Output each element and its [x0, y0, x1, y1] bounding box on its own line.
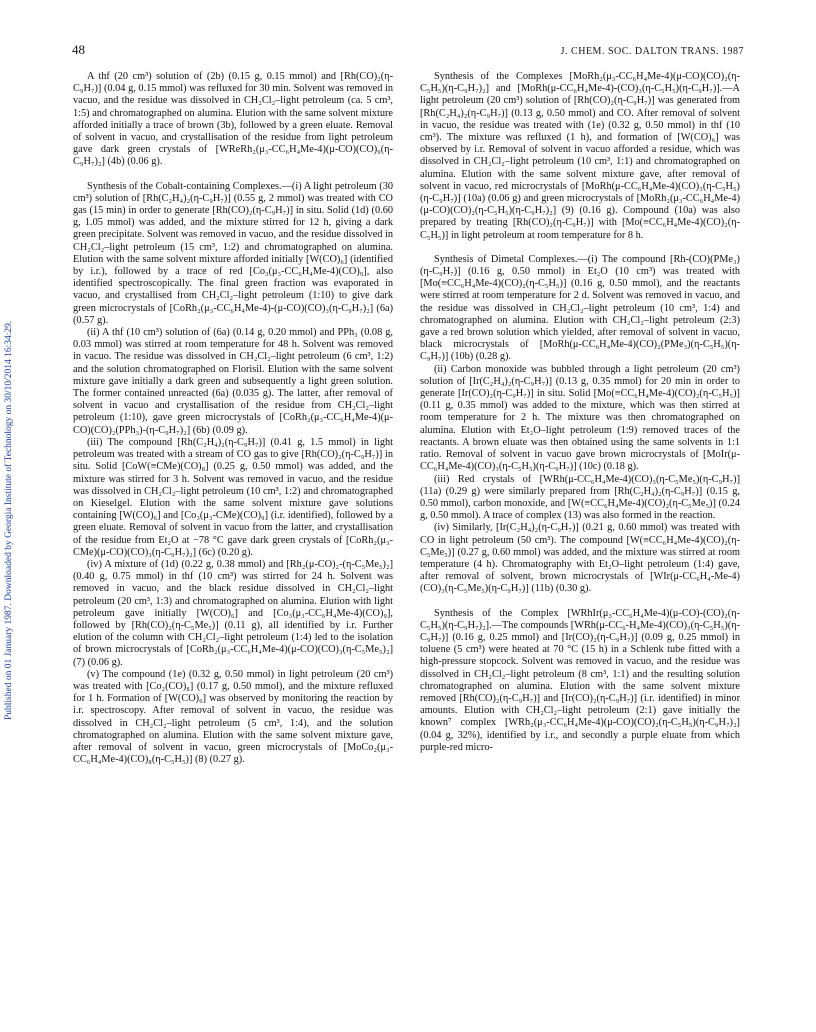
publication-side-note[interactable]: Published on 01 January 1987. Downloaded by Georgia Institute of Technology on 30/10/2014 16:34:29. — [4, 320, 14, 720]
paragraph: (iii) The compound [Rh(C₂H₄)₂(η-C₉H₇)] (0.41 g, 1.5 mmol) in light petroleum was treated with a stream of CO gas to give [Rh(CO)₂(η-C₉H₇)] in situ. Solid [CoW(≡CMe)(CO)₈] (0.25 g, 0.50 mmol) was added, and the mixture was stirred for 3 h. Solvent was removed in vacuo, and the residue was dissolved in CH₂Cl₂–light petroleum (10 cm³, 1:2) and chromatographed on Kieselgel. Elution with the same solvent mixture gave solutions containing [W(CO)₆] and [Co₃(μ₃-CMe)(CO)₉] (i.r. identified), followed by a green eluate. Removal of solvent in vacuo from the latter, and crystallisation of the residue from Et₂O at −78 °C gave dark green crystals of [CoRh₂(μ₃-CMe)(μ-CO)(CO)₃(η-C₉H₇)₂] (6c) (0.20 g). — [73, 436, 393, 558]
paragraph: Synthesis of the Complex [WRhIr(μ₃-CC₆H₄Me-4)(μ-CO)-(CO)₂(η-C₅H₅)(η-C₉H₇)₂].—The compounds [WRh(μ-CC₆-H₄Me-4)(CO)₃(η-C₅H₅)(η-C₉H₇)] (0.16 g, 0.25 mmol) and [Ir(CO)₂(η-C₉H₇)] (0.09 g, 0.25 mmol) in toluene (5 cm³) were heated at 70 °C (15 h) in a Schlenk tube fitted with a high-pressure stopcock. Solvent was removed in vacuo, and the residue was dissolved in CH₂Cl₂–light petroleum (8 cm³, 1:1) and the resulting solution chromatographed on alumina. Elution with the same solvent mixture removed [Rh(CO)₂(η-C₉H₇)] and [Ir(CO)₂(η-C₉H₇)] (i.r. identified) in minor amounts. Elution with CH₂Cl₂–light petroleum (2:1) gave initially the known⁷ complex [WRh₂(μ₃-CC₆H₄Me-4)(μ-CO)(CO)₂(η-C₅H₅)(η-C₉H₇)₂] (0.04 g, 32%), identified by i.r., and secondly a purple eluate from which purple-red micro- — [420, 607, 740, 753]
page-number: 48 — [72, 42, 85, 57]
running-head: J. CHEM. SOC. DALTON TRANS. 1987 — [560, 46, 744, 57]
paragraph: (iii) Red crystals of [WRh(μ-CC₆H₄Me-4)(CO)₃(η-C₅Me₅)(η-C₉H₇)] (11a) (0.29 g) were similarly prepared from [Rh(C₂H₄)₂(η-C₉H₇)] (0.15 g, 0.50 mmol), carbon monoxide, and [W(≡CC₆H₄Me-4)(CO)₂(η-C₅Me₅)] (0.24 g, 0.50 mmol). A trace of complex (13) was also formed in the reaction. — [420, 473, 740, 522]
left-column — [73, 71, 393, 766]
paragraph: (iv) A mixture of (1d) (0.22 g, 0.38 mmol) and [Rh₂(μ-CO)₂-(η-C₅Me₅)₂] (0.40 g, 0.75 mmol) in thf (10 cm³) was stirred for 24 h. Solvent was removed in vacuo, and the black residue dissolved in CH₂Cl₂–light petroleum (20 cm³, 1:3) and chromatographed on alumina. Elution with light petroleum gave initially [W(CO)₆] and [Co₃(μ₃-CC₆H₄Me-4)(CO)₉], followed by [Rh(CO)₂(η-C₅Me₅)] (0.11 g), all identified by i.r. Further elution of the column with CH₂Cl₂–light petroleum (1:4) led to the isolation of brown microcrystals of [CoRh₂(μ₃-CC₆H₄Me-4)(μ-CO)(CO)₃(η-C₅Me₅)₂] (7) (0.06 g). — [73, 558, 393, 668]
paragraph: Synthesis of Dimetal Complexes.—(i) The compound [Rh-(CO)(PMe₃)(η-C₉H₇)] (0.16 g, 0.50 mmol) in Et₂O (10 cm³) was treated with [Mo(≡CC₆H₄Me-4)(CO)₂(η-C₅H₅)] (0.16 g, 0.50 mmol), and the reactants were stirred at room temperature for 2 d. Solvent was removed in vacuo, and the residue was dissolved in CH₂Cl₂–light petroleum (10 cm³, 1:4) and chromatographed on alumina. Elution with CH₂Cl₂–light petroleum (2:3) gave a red brown solution which yielded, after removal of solvent in vacuo, black microcrystals of [MoRh(μ-CC₆H₄Me-4)(CO)₂(PMe₃)(η-C₅H₅)(η-C₉H₇)] (10b) (0.28 g). — [420, 253, 740, 363]
paragraph: Synthesis of the Complexes [MoRh₂(μ₃-CC₆H₄Me-4)(μ-CO)(CO)₂(η-C₅H₅)(η-C₉H₇)₂] and [MoRh(μ-CC₆H₄Me-4)-(CO)₃(η-C₅H₅)(η-C₉H₇)].—A light petroleum (20 cm³) solution of [Rh(CO)₂(η-C₉H₇)] was generated from [Rh(C₂H₄)₂(η-C₉H₇)] (0.13 g, 0.50 mmol) and CO. After removal of solvent in vacuo, the residue was treated with (1e) (0.32 g, 0.50 mmol) in thf (10 cm³). The mixture was refluxed (1 h), and formation of [W(CO)₆] was observed by i.r. Removal of solvent in vacuo afforded a residue, which was dissolved in CH₂Cl₂–light petroleum (10 cm³, 1:1) and chromatographed on alumina. Elution with the same solvent mixture gave, after removal of solvent in vacuo, red microcrystals of [MoRh(μ-CC₆H₄Me-4)(CO)₃(η-C₅H₅)(η-C₉H₇)] (10a) (0.06 g) and green microcrystals of [MoRh₂(μ₃-CC₆H₄Me-4)(μ-CO)(CO)₂(η-C₅H₅)(η-C₉H₇)₂] (9) (0.16 g). Compound (10a) was also prepared by treating [Rh(CO)₂(η-C₉H₇)] with [Mo(≡CC₆H₄Me-4)(CO)₂(η-C₅H₅)] in light petroleum at room temperature for 8 h. — [420, 71, 740, 241]
paragraph: (iv) Similarly, [Ir(C₂H₄)₂(η-C₉H₇)] (0.21 g, 0.60 mmol) was treated with CO in light petroleum (50 cm³). The compound [W(≡CC₆H₄Me-4)(CO)₂(η-C₅Me₅)] (0.27 g, 0.60 mmol) was added, and the mixture was stirred at room temperature (4 h). Chromatography with Et₂O–light petroleum (1:4) gave, after removal of solvent, brown microcrystals of [WIr(μ-CC₆H₄-Me-4)(CO)₃(η-C₅Me₅)(η-C₉H₇)] (11b) (0.30 g). — [420, 522, 740, 595]
paragraph: A thf (20 cm³) solution of (2b) (0.15 g, 0.15 mmol) and [Rh(CO)₂(η-C₉H₇)] (0.04 g, 0.15 mmol) was refluxed for 30 min. Solvent was removed in vacuo, and the residue was dissolved in CH₂Cl₂–light petroleum (ca. 5 cm³, 1:5) and chromatographed on alumina. Elution with the same solvent mixture afforded initially a trace of brown (3b), followed by a green eluate. Removal of solvent in vacuo, and crystallisation of the residue from light petroleum gave dark green crystals of [WReRh₂(μ₃-CC₆H₄Me-4)(μ-CO)(CO)₉(η-C₉H₇)₂] (4b) (0.06 g). — [73, 71, 393, 168]
paragraph: (v) The compound (1e) (0.32 g, 0.50 mmol) in light petroleum (20 cm³) was treated with [Co₂(CO)₈] (0.17 g, 0.50 mmol), and the mixture refluxed for 1 h. Formation of [W(CO)₆] was observed by monitoring the reaction by i.r. spectroscopy. After removal of solvent in vacuo, the residue was dissolved in CH₂Cl₂–light petroleum (5 cm³, 1:4), and the solution chromatographed on alumina. Elution with the same solvent mixture gave, after removal of solvent in vacuo, green microcrystals of [MoCo₂(μ₃-CC₆H₄Me-4)(CO)₈(η-C₅H₅)] (8) (0.27 g). — [73, 668, 393, 766]
paragraph: (ii) Carbon monoxide was bubbled through a light petroleum (20 cm³) solution of [Ir(C₂H₄)₂(η-C₉H₇)] (0.13 g, 0.35 mmol) for 20 min in order to generate [Ir(CO)₂(η-C₉H₇)] in situ. Solid [Mo(≡CC₆H₄Me-4)(CO)₂(η-C₅H₅)] (0.11 g, 0.35 mmol) was added to the mixture, which was then stirred at room temperature for 2 h. The mixture was then chromatographed on alumina. Elution with Et₂O–light petroleum (1:9) removed traces of the reactants. A brown eluate was then obtained using the same solvents in 1:1 ratio. Removal of solvent in vacuo gave brown microcrystals of [MoIr(μ-CC₆H₄Me-4)(CO)₃(η-C₅H₅)(η-C₉H₇)] (10c) (0.18 g). — [420, 363, 740, 473]
right-column — [420, 71, 740, 754]
paragraph: (ii) A thf (10 cm³) solution of (6a) (0.14 g, 0.20 mmol) and PPh₃ (0.08 g, 0.03 mmol) was stirred at room temperature for 48 h. Solvent was removed in vacuo. The residue was dissolved in CH₂Cl₂–light petroleum (6 cm³, 1:2) and the solution chromatographed on Florisil. Elution with the same solvent mixture gave initially a dark green and subsequently a light green solution. The former contained unreacted (6a) (0.035 g). The latter, after removal of solvent in vacuo and crystallisation of the residue from CH₂Cl₂–light petroleum (1:10), gave green microcrystals of [CoRh₂(μ₃-CC₆H₄Me-4)(μ-CO)(CO)₂(PPh₃)-(η-C₉H₇)₂] (6b) (0.09 g). — [73, 327, 393, 436]
paragraph: Synthesis of the Cobalt-containing Complexes.—(i) A light petroleum (30 cm³) solution of [Rh(C₂H₄)₂(η-C₉H₇)] (0.55 g, 2 mmol) was treated with CO gas (15 min) in order to generate [Rh(CO)₂(η-C₉H₇)] in situ. Solid (1d) (0.60 g, 1.05 mmol) was added, and the mixture stirred for 12 h, giving a dark green precipitate. Solvent was removed in vacuo, and the residue dissolved in CH₂Cl₂–light petroleum (15 cm³, 1:2) and chromatographed on alumina. Elution with the same solvent mixture afforded initially [W(CO)₆] (identified by i.r.), followed by a trace of red [Co₃(μ₃-CC₆H₄Me-4)(CO)₉], also identified spectroscopically. The final green fraction was evaporated in vacuo, and crystallised from CH₂Cl₂–light petroleum (1:10) to give dark green microcrystals of [CoRh₂(μ₃-CC₆H₄Me-4)-(μ-CO)(CO)₃(η-C₉H₇)₂] (6a) (0.57 g). — [73, 180, 393, 326]
